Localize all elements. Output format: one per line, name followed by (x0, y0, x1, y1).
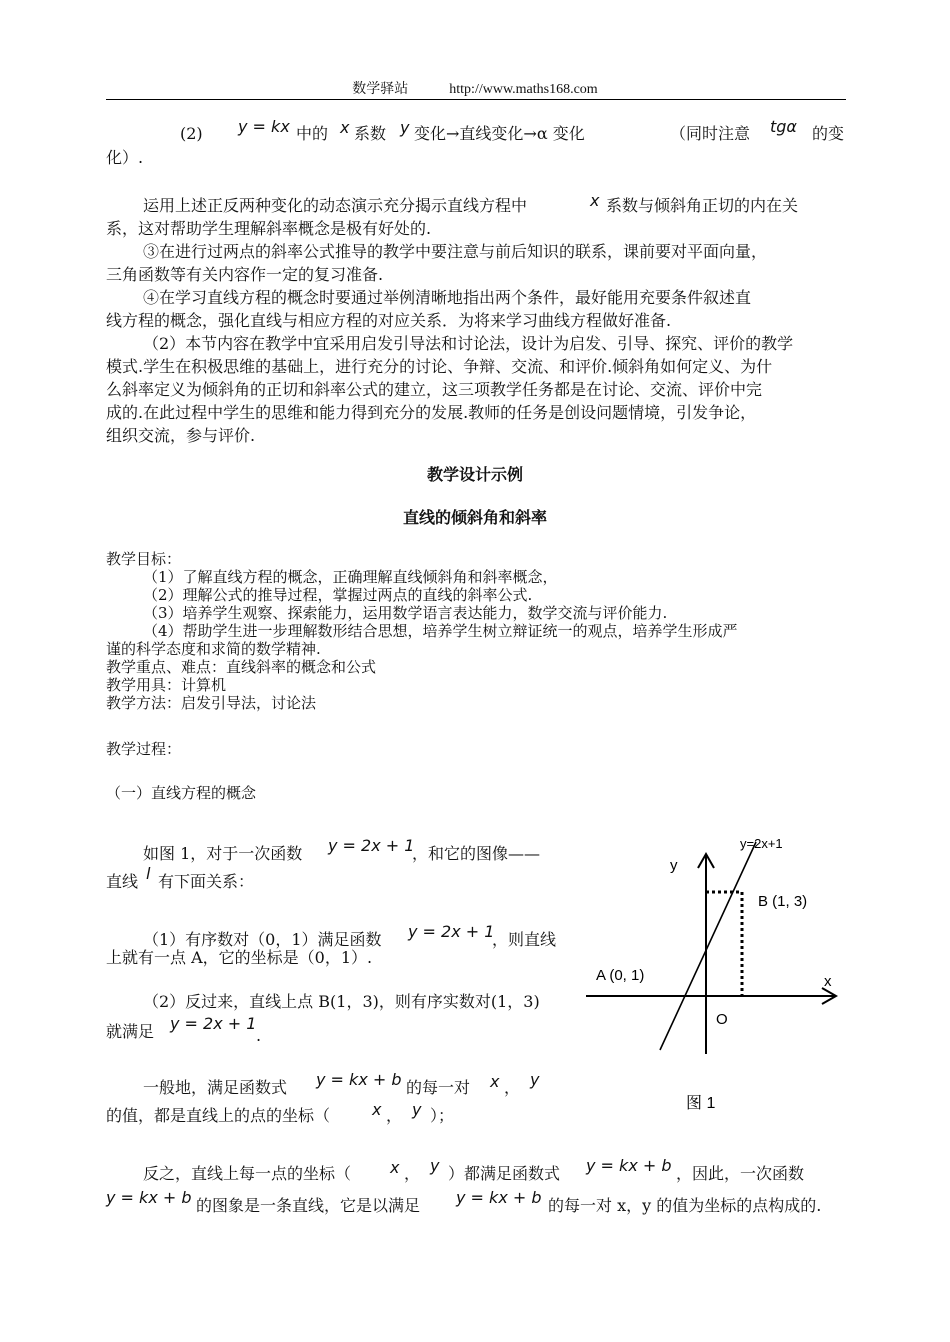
figure-caption: 图 1 (686, 1095, 716, 1112)
page-header (0, 78, 950, 98)
header-site: 数学驿站 (352, 82, 409, 97)
header-rule (106, 99, 846, 100)
section-title: （一）直线方程的概念 (106, 784, 257, 802)
heading-design-example: 教学设计示例 (426, 465, 523, 484)
x-label: x (824, 973, 832, 990)
heading-slope: 直线的倾斜角和斜率 (402, 508, 547, 527)
math-y-kx: y = kx (238, 117, 290, 136)
math-tga: tgα (770, 117, 797, 136)
header-url: http://www.maths168.com (449, 82, 598, 97)
y-label: y (670, 857, 678, 874)
process-title: 教学过程： (106, 740, 182, 758)
p1-line2: 化）. (106, 148, 144, 167)
figure-1 (580, 828, 850, 1118)
point-b-label: B (1, 3) (758, 893, 808, 910)
p1-line1: (2) (180, 124, 203, 143)
line-label: y=2x+1 (740, 836, 783, 851)
goals-title: 教学目标： (106, 550, 182, 568)
origin-label: O (716, 1011, 728, 1028)
point-a-label: A (0, 1) (596, 967, 645, 984)
